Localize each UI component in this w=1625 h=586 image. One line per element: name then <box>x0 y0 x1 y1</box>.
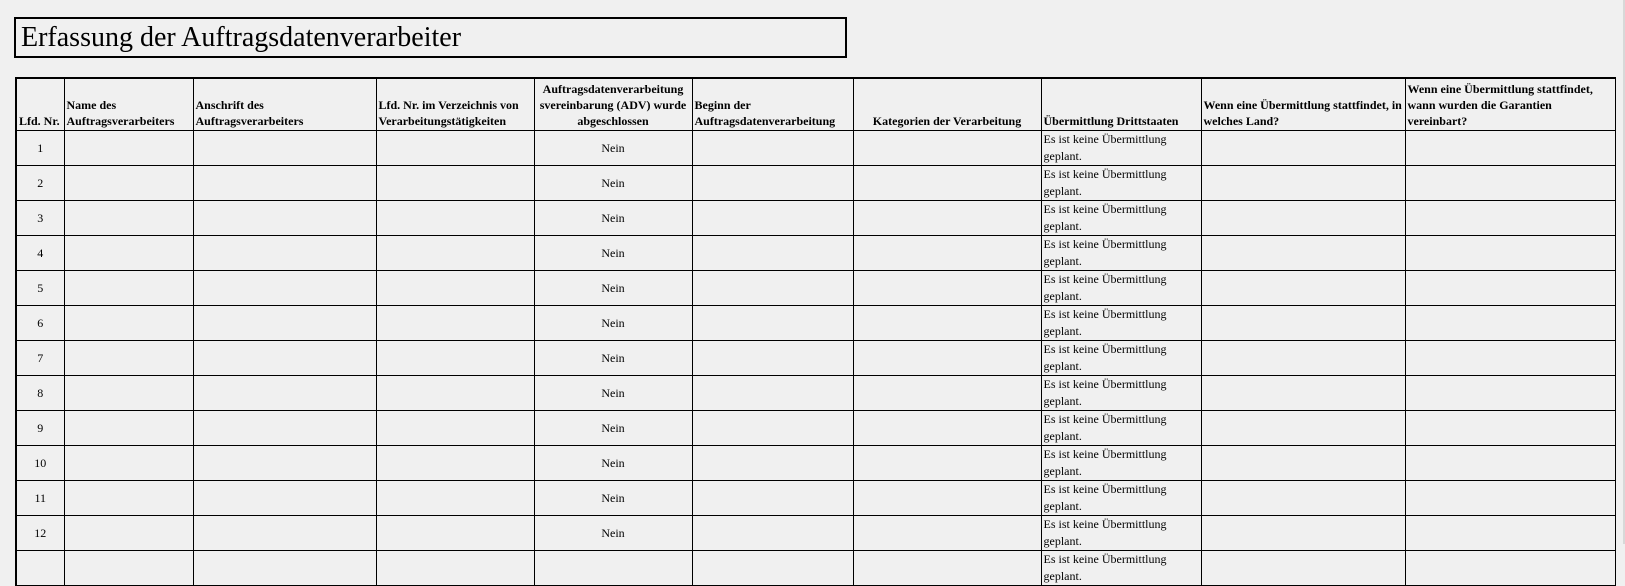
cell-kategorien[interactable] <box>853 411 1041 446</box>
cell-name[interactable] <box>64 271 193 306</box>
cell-kategorien[interactable] <box>853 376 1041 411</box>
cell-kategorien[interactable] <box>853 516 1041 551</box>
cell-verzeichnis-nr[interactable] <box>376 306 534 341</box>
cell-kategorien[interactable] <box>853 271 1041 306</box>
header-lfd-nr[interactable]: Lfd. Nr. <box>16 78 64 131</box>
cell-adv[interactable]: Nein <box>534 166 692 201</box>
cell-adv[interactable]: Nein <box>534 411 692 446</box>
cell-land[interactable] <box>1201 131 1405 166</box>
cell-adv[interactable]: Nein <box>534 376 692 411</box>
cell-verzeichnis-nr[interactable] <box>376 411 534 446</box>
cell-verzeichnis-nr[interactable] <box>376 236 534 271</box>
cell-drittstaaten[interactable]: Es ist keine Übermittlung geplant. <box>1041 446 1201 481</box>
cell-garantien[interactable] <box>1405 271 1615 306</box>
header-beginn[interactable]: Beginn der Auftragsdatenverarbeitung <box>692 78 853 131</box>
cell-name[interactable] <box>64 411 193 446</box>
cell-beginn[interactable] <box>692 131 853 166</box>
cell-garantien[interactable] <box>1405 201 1615 236</box>
cell-lfd-nr[interactable]: 12 <box>16 516 64 551</box>
cell-anschrift[interactable] <box>193 341 376 376</box>
cell-verzeichnis-nr[interactable] <box>376 446 534 481</box>
cell-adv[interactable]: Nein <box>534 341 692 376</box>
header-verzeichnis-nr[interactable]: Lfd. Nr. im Verzeichnis von Verarbeitungstätigkeiten <box>376 78 534 131</box>
cell-land[interactable] <box>1201 341 1405 376</box>
cell-land[interactable] <box>1201 271 1405 306</box>
cell-land[interactable] <box>1201 481 1405 516</box>
table-row <box>16 341 1615 376</box>
cell-verzeichnis-nr[interactable] <box>376 166 534 201</box>
page-title: Erfassung der Auftragsdatenverarbeiter <box>14 17 847 58</box>
cell-garantien[interactable] <box>1405 236 1615 271</box>
cell-name[interactable] <box>64 551 193 586</box>
header-kategorien[interactable]: Kategorien der Verarbeitung <box>853 78 1041 131</box>
cell-kategorien[interactable] <box>853 306 1041 341</box>
cell-kategorien[interactable] <box>853 551 1041 586</box>
cell-name[interactable] <box>64 131 193 166</box>
cell-land[interactable] <box>1201 516 1405 551</box>
cell-verzeichnis-nr[interactable] <box>376 376 534 411</box>
header-drittstaaten[interactable]: Übermittlung Drittstaaten <box>1041 78 1201 131</box>
cell-beginn[interactable] <box>692 236 853 271</box>
table-row <box>16 236 1615 271</box>
cell-garantien[interactable] <box>1405 341 1615 376</box>
cell-anschrift[interactable] <box>193 376 376 411</box>
table-row <box>16 516 1615 551</box>
cell-drittstaaten[interactable]: Es ist keine Übermittlung geplant. <box>1041 306 1201 341</box>
table-row <box>16 376 1615 411</box>
cell-adv[interactable]: Nein <box>534 271 692 306</box>
cell-drittstaaten[interactable]: Es ist keine Übermittlung geplant. <box>1041 201 1201 236</box>
cell-beginn[interactable] <box>692 516 853 551</box>
cell-lfd-nr[interactable]: 2 <box>16 166 64 201</box>
header-anschrift[interactable]: Anschrift des Auftragsverarbeiters <box>193 78 376 131</box>
cell-lfd-nr[interactable] <box>16 551 64 586</box>
cell-land[interactable] <box>1201 201 1405 236</box>
cell-name[interactable] <box>64 236 193 271</box>
cell-lfd-nr[interactable]: 10 <box>16 446 64 481</box>
table-row <box>16 446 1615 481</box>
cell-anschrift[interactable] <box>193 201 376 236</box>
cell-adv[interactable]: Nein <box>534 131 692 166</box>
table-row <box>16 201 1615 236</box>
cell-lfd-nr[interactable]: 1 <box>16 131 64 166</box>
cell-land[interactable] <box>1201 551 1405 586</box>
cell-name[interactable] <box>64 446 193 481</box>
cell-name[interactable] <box>64 201 193 236</box>
cell-land[interactable] <box>1201 411 1405 446</box>
cell-name[interactable] <box>64 166 193 201</box>
cell-lfd-nr[interactable]: 11 <box>16 481 64 516</box>
cell-lfd-nr[interactable]: 8 <box>16 376 64 411</box>
cell-verzeichnis-nr[interactable] <box>376 551 534 586</box>
cell-anschrift[interactable] <box>193 166 376 201</box>
cell-beginn[interactable] <box>692 201 853 236</box>
cell-beginn[interactable] <box>692 271 853 306</box>
cell-lfd-nr[interactable]: 3 <box>16 201 64 236</box>
cell-beginn[interactable] <box>692 376 853 411</box>
cell-garantien[interactable] <box>1405 166 1615 201</box>
cell-beginn[interactable] <box>692 551 853 586</box>
cell-garantien[interactable] <box>1405 481 1615 516</box>
cell-adv[interactable] <box>534 551 692 586</box>
cell-name[interactable] <box>64 516 193 551</box>
cell-beginn[interactable] <box>692 341 853 376</box>
cell-garantien[interactable] <box>1405 551 1615 586</box>
cell-beginn[interactable] <box>692 481 853 516</box>
table-row <box>16 551 1615 586</box>
table-row <box>16 306 1615 341</box>
cell-garantien[interactable] <box>1405 131 1615 166</box>
cell-lfd-nr[interactable]: 6 <box>16 306 64 341</box>
cell-land[interactable] <box>1201 376 1405 411</box>
cell-adv[interactable]: Nein <box>534 306 692 341</box>
cell-kategorien[interactable] <box>853 236 1041 271</box>
cell-drittstaaten[interactable]: Es ist keine Übermittlung geplant. <box>1041 166 1201 201</box>
cell-land[interactable] <box>1201 236 1405 271</box>
cell-verzeichnis-nr[interactable] <box>376 271 534 306</box>
table-row <box>16 271 1615 306</box>
cell-lfd-nr[interactable]: 7 <box>16 341 64 376</box>
cell-verzeichnis-nr[interactable] <box>376 201 534 236</box>
header-land[interactable]: Wenn eine Übermittlung stattfindet, in welches Land? <box>1201 78 1405 131</box>
cell-beginn[interactable] <box>692 411 853 446</box>
cell-land[interactable] <box>1201 306 1405 341</box>
cell-drittstaaten[interactable]: Es ist keine Übermittlung geplant. <box>1041 516 1201 551</box>
cell-adv[interactable]: Nein <box>534 481 692 516</box>
cell-garantien[interactable] <box>1405 306 1615 341</box>
cell-anschrift[interactable] <box>193 131 376 166</box>
cell-beginn[interactable] <box>692 166 853 201</box>
cell-drittstaaten[interactable]: Es ist keine Übermittlung geplant. <box>1041 551 1201 586</box>
cell-beginn[interactable] <box>692 306 853 341</box>
cell-adv[interactable]: Nein <box>534 446 692 481</box>
cell-anschrift[interactable] <box>193 551 376 586</box>
cell-kategorien[interactable] <box>853 481 1041 516</box>
cell-kategorien[interactable] <box>853 446 1041 481</box>
header-adv[interactable]: Auftragsdatenverarbeitung svereinbarung (ADV) wurde abgeschlossen <box>534 78 692 131</box>
processor-table <box>15 77 1616 586</box>
cell-verzeichnis-nr[interactable] <box>376 131 534 166</box>
cell-lfd-nr[interactable]: 4 <box>16 236 64 271</box>
cell-garantien[interactable] <box>1405 411 1615 446</box>
cell-name[interactable] <box>64 376 193 411</box>
cell-adv[interactable]: Nein <box>534 236 692 271</box>
cell-drittstaaten[interactable]: Es ist keine Übermittlung geplant. <box>1041 271 1201 306</box>
cell-lfd-nr[interactable]: 5 <box>16 271 64 306</box>
cell-name[interactable] <box>64 481 193 516</box>
cell-garantien[interactable] <box>1405 446 1615 481</box>
header-row <box>16 78 1615 131</box>
table-row <box>16 411 1615 446</box>
cell-garantien[interactable] <box>1405 376 1615 411</box>
header-name[interactable]: Name des Auftragsverarbeiters <box>64 78 193 131</box>
table-row <box>16 131 1615 166</box>
cell-verzeichnis-nr[interactable] <box>376 516 534 551</box>
cell-anschrift[interactable] <box>193 236 376 271</box>
cell-anschrift[interactable] <box>193 481 376 516</box>
cell-name[interactable] <box>64 341 193 376</box>
cell-drittstaaten[interactable]: Es ist keine Übermittlung geplant. <box>1041 411 1201 446</box>
header-garantien[interactable]: Wenn eine Übermittlung stattfindet, wann wurden die Garantien vereinbart? <box>1405 78 1615 131</box>
cell-anschrift[interactable] <box>193 516 376 551</box>
table-row <box>16 166 1615 201</box>
cell-verzeichnis-nr[interactable] <box>376 481 534 516</box>
cell-kategorien[interactable] <box>853 131 1041 166</box>
cell-anschrift[interactable] <box>193 306 376 341</box>
cell-drittstaaten[interactable]: Es ist keine Übermittlung geplant. <box>1041 341 1201 376</box>
cell-kategorien[interactable] <box>853 166 1041 201</box>
cell-anschrift[interactable] <box>193 446 376 481</box>
cell-drittstaaten[interactable]: Es ist keine Übermittlung geplant. <box>1041 236 1201 271</box>
cell-kategorien[interactable] <box>853 341 1041 376</box>
cell-beginn[interactable] <box>692 446 853 481</box>
cell-name[interactable] <box>64 306 193 341</box>
cell-drittstaaten[interactable]: Es ist keine Übermittlung geplant. <box>1041 481 1201 516</box>
cell-verzeichnis-nr[interactable] <box>376 341 534 376</box>
table-row <box>16 481 1615 516</box>
cell-garantien[interactable] <box>1405 516 1615 551</box>
cell-drittstaaten[interactable]: Es ist keine Übermittlung geplant. <box>1041 376 1201 411</box>
cell-anschrift[interactable] <box>193 271 376 306</box>
cell-land[interactable] <box>1201 166 1405 201</box>
cell-land[interactable] <box>1201 446 1405 481</box>
cell-drittstaaten[interactable]: Es ist keine Übermittlung geplant. <box>1041 131 1201 166</box>
cell-anschrift[interactable] <box>193 411 376 446</box>
cell-adv[interactable]: Nein <box>534 516 692 551</box>
cell-adv[interactable]: Nein <box>534 201 692 236</box>
cell-kategorien[interactable] <box>853 201 1041 236</box>
cell-lfd-nr[interactable]: 9 <box>16 411 64 446</box>
